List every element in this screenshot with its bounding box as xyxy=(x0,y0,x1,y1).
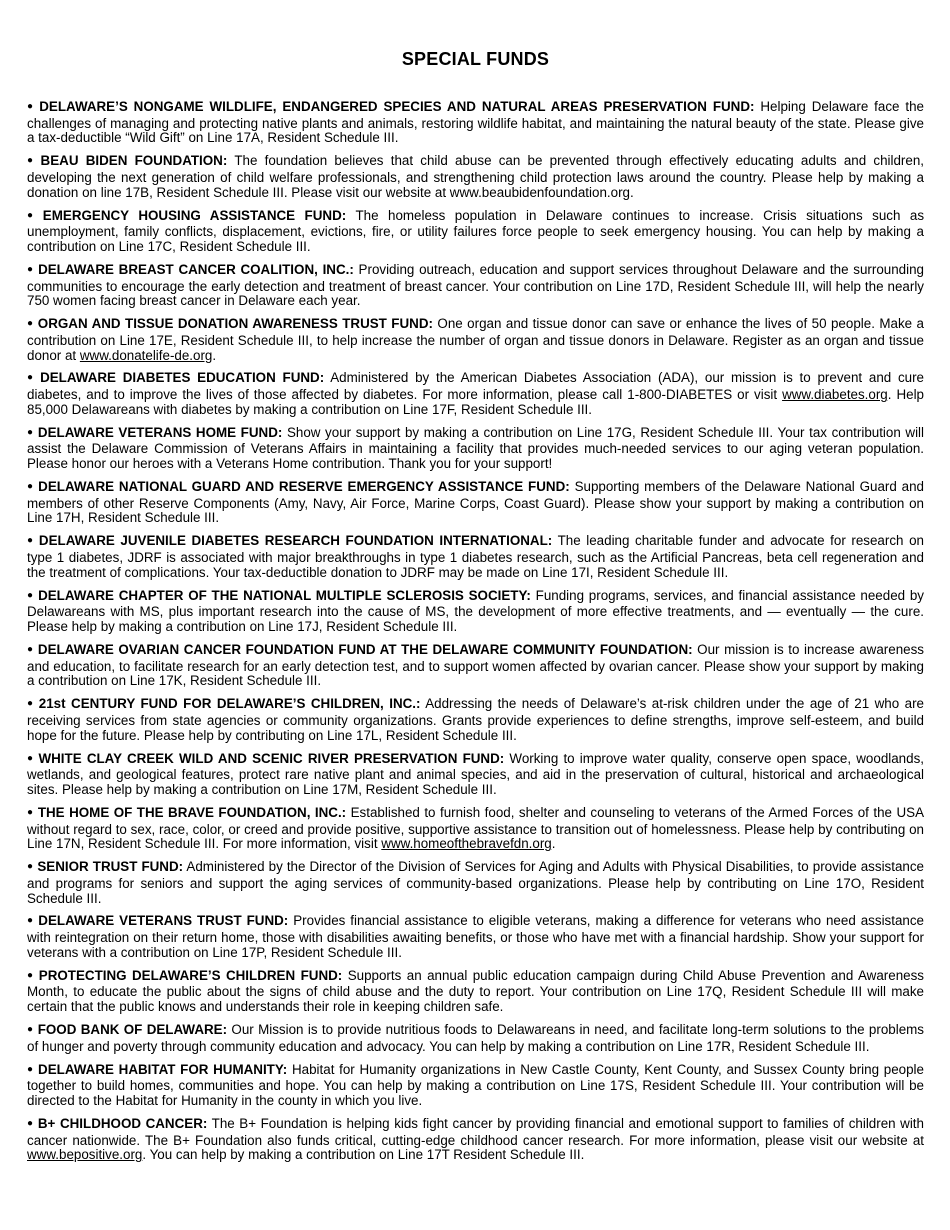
fund-name: DELAWARE’S NONGAME WILDLIFE, ENDANGERED SPECIES AND NATURAL AREAS PRESERVATION FUND: xyxy=(39,99,755,114)
bullet-icon: ● xyxy=(27,155,37,167)
fund-description: Habitat for Humanity organizations in New Castle County, Kent County, and Sussex County bring people together to build homes, communities and hope. You can help by making a contribution on Line 17S, Resident Schedule III. Your contribution will be directed to the Habitat for Humanity in the county in which you live. xyxy=(27,1061,924,1109)
fund-name: DELAWARE JUVENILE DIABETES RESEARCH FOUNDATION INTERNATIONAL: xyxy=(38,533,553,549)
fund-item xyxy=(27,317,924,363)
fund-item xyxy=(27,371,924,417)
bullet-icon: ● xyxy=(27,481,35,493)
fund-item xyxy=(27,1117,924,1163)
page-title: SPECIAL FUNDS xyxy=(401,49,550,69)
bullet-icon: ● xyxy=(27,752,35,764)
fund-item xyxy=(27,697,924,743)
fund-description: Working to improve water quality, conserve open space, woodlands, wetlands, and geological features, protect rare native plant and animal species, and aid in the preservation of cultural, historical and archaeological sites. Please help by making a contribution on Line 17M, Resident Schedule III. xyxy=(27,750,924,797)
fund-description: The B+ Foundation is helping kids fight cancer by providing financial and emotional support to families of children with cancer nationwide. The B+ Foundation also funds critical, cutting-edge childhood cancer research. For more information, please visit our website at xyxy=(27,1115,924,1148)
fund-name: EMERGENCY HOUSING ASSISTANCE FUND: xyxy=(42,207,347,223)
bullet-icon: ● xyxy=(27,1024,34,1036)
fund-name: DELAWARE NATIONAL GUARD AND RESERVE EMERGENCY ASSISTANCE FUND: xyxy=(38,479,570,495)
fund-item xyxy=(27,860,924,906)
fund-item xyxy=(27,969,924,1015)
fund-name: THE HOME OF THE BRAVE FOUNDATION, INC.: xyxy=(37,804,347,820)
fund-description: Administered by the American Diabetes Association (ADA), our mission is to prevent and cure diabetes, and to improve the lives of those affected by diabetes. For more information, please call 1-800-DIABETES or visit xyxy=(27,370,925,403)
document-page xyxy=(27,0,924,1171)
fund-description: Supports an annual public education campaign during Child Abuse Prevention and Awareness Month, to educate the public about the signs of child abuse and the duty to report. Your contribution on Line 17Q, Resident Schedule III will make certain that the public knows and understands their role in keeping children safe. xyxy=(27,967,924,1015)
bullet-icon: ● xyxy=(27,426,34,438)
fund-item xyxy=(27,100,924,146)
fund-website-link[interactable]: www.diabetes.org xyxy=(782,387,888,403)
bullet-icon: ● xyxy=(27,643,34,655)
fund-website-link[interactable]: www.homeofthebravefdn.org xyxy=(381,836,552,852)
bullet-icon: ● xyxy=(27,1063,35,1075)
fund-name: DELAWARE VETERANS HOME FUND: xyxy=(37,424,283,440)
fund-description: Funding programs, services, and financial assistance needed by Delawareans with MS, plus important research into the cause of MS, the development of more effective treatments, and — eventually — the cure. Please help by making a contribution on Line 17J, Resident Schedule III. xyxy=(27,587,924,635)
bullet-icon: ● xyxy=(27,101,36,112)
fund-name: ORGAN AND TISSUE DONATION AWARENESS TRUST FUND: xyxy=(37,316,433,332)
bullet-icon: ● xyxy=(27,209,39,221)
fund-description: Addressing the needs of Delaware’s at-risk children under the age of 21 who are receiving services from state agencies or community organizations. Grants provide experiences to define strengths, improve self-esteem, and build hope for the future. Please help by contributing on Line 17L, Resident Schedule III. xyxy=(27,696,924,743)
fund-website-link[interactable]: www.donatelife-de.org xyxy=(79,347,213,363)
fund-website-link[interactable]: www.bepositive.org xyxy=(27,1147,143,1163)
fund-description: The foundation believes that child abuse can be prevented through effectively educating adults and children, developing the next generation of child welfare professionals, and strengthening child protection laws around the country. Please help by making a donation on line 17B, Resident Schedule III. Please visit our website at www.beaubidenfoundation.org. xyxy=(27,153,924,200)
bullet-icon: ● xyxy=(27,372,37,384)
fund-description: Providing outreach, education and support services throughout Delaware and the surrounding communities to encourage the early detection and treatment of breast cancer. Your contribution on Line 17D, Resident Schedule III, will help the nearly 750 women facing breast cancer in Delaware each year. xyxy=(27,261,924,309)
fund-description: Established to furnish food, shelter and counseling to veterans of the Armed Forces of the USA without regard to sex, race, color, or creed and provide positive, supportive assistance to transition out of homelessness. Please help by contributing on Line 17N, Resident Schedule III. For more information, visit xyxy=(27,804,924,852)
fund-description: Our mission is to increase awareness and education, to facilitate research for an early detection test, and to support women affected by ovarian cancer. Please show your support by making a contribution on Line 17K, Resident Schedule III. xyxy=(27,641,924,689)
fund-item xyxy=(27,589,924,635)
fund-name: DELAWARE VETERANS TRUST FUND: xyxy=(38,913,289,929)
fund-name: FOOD BANK OF DELAWARE: xyxy=(37,1022,228,1038)
fund-name: 21st CENTURY FUND FOR DELAWARE’S CHILDREN, INC.: xyxy=(38,696,421,712)
fund-description: Our Mission is to provide nutritious foods to Delawareans in need, and facilitate long-term solutions to the problems of hunger and poverty through community education and advocacy. You can help by making a contribution on Line 17R, Resident Schedule III. xyxy=(27,1022,924,1054)
fund-item xyxy=(27,154,924,200)
bullet-icon: ● xyxy=(27,589,35,601)
fund-item xyxy=(27,480,924,526)
fund-description: Show your support by making a contribution on Line 17G, Resident Schedule III. Your tax contribution will assist the Delaware Commission of Veterans Affairs in maintaining a facility that provides much-needed services to our aging veteran population. Please honor our heroes with a Veterans Home contribution. Thank you for your support! xyxy=(27,424,924,472)
fund-item xyxy=(27,752,924,798)
fund-name: B+ CHILDHOOD CANCER: xyxy=(37,1115,208,1131)
fund-item xyxy=(27,643,924,689)
fund-name: DELAWARE DIABETES EDUCATION FUND: xyxy=(40,370,325,386)
fund-name: DELAWARE HABITAT FOR HUMANITY: xyxy=(38,1061,288,1077)
bullet-icon: ● xyxy=(27,535,35,547)
fund-description: Provides financial assistance to eligible veterans, making a difference for veterans who need assistance with reintegration on their return home, those with disabilities awaiting benefits, or those who have met with a financial hardship. Show your support for veterans with a contribution on Line 17P, Resident Schedule III. xyxy=(27,913,924,960)
fund-name: SENIOR TRUST FUND: xyxy=(37,859,184,875)
fund-description: The homeless population in Delaware continues to increase. Crisis situations such as unemployment, family conflicts, displacement, evictions, fire, or utility failures force people to seek emergency housing. You can help by making a contribution on Line 17C, Resident Schedule III. xyxy=(27,207,925,254)
fund-item xyxy=(27,1063,924,1109)
fund-item xyxy=(27,534,924,580)
fund-name: DELAWARE CHAPTER OF THE NATIONAL MULTIPLE SCLEROSIS SOCIETY: xyxy=(38,587,531,603)
fund-item xyxy=(27,914,924,960)
fund-name: BEAU BIDEN FOUNDATION: xyxy=(40,153,228,169)
bullet-icon: ● xyxy=(27,263,35,275)
fund-item xyxy=(27,1023,924,1054)
bullet-icon: ● xyxy=(27,1117,34,1129)
fund-name: PROTECTING DELAWARE’S CHILDREN FUND: xyxy=(38,967,343,983)
fund-item xyxy=(27,209,924,255)
fund-description-continued: . Help 85,000 Delawareans with diabetes by making a contribution on Line 17F, Resident Schedule III. xyxy=(27,387,924,417)
fund-name: DELAWARE OVARIAN CANCER FOUNDATION FUND AT THE DELAWARE COMMUNITY FOUNDATION: xyxy=(37,641,693,657)
fund-description: Supporting members of the Delaware National Guard and members of other Reserve Components (Amy, Navy, Air Force, Marine Corps, Coast Guard). Please show your support by making a contribution on Line 17H, Resident Schedule III. xyxy=(27,479,924,526)
fund-item xyxy=(27,263,924,309)
fund-item xyxy=(27,426,924,472)
fund-description: One organ and tissue donor can save or enhance the lives of 50 people. Make a contribution on Line 17E, Resident Schedule III, to help increase the number of organ and tissue donors in Delaware. Register as an organ and tissue donor at xyxy=(27,316,925,363)
bullet-icon: ● xyxy=(27,698,35,710)
fund-description: The leading charitable funder and advocate for research on type 1 diabetes, JDRF is associated with major breakthroughs in type 1 diabetes research, such as the Artificial Pancreas, beta cell regeneration and the treatment of complications. Your tax-deductible donation to JDRF may be made on Line 17I, Resident Schedule III. xyxy=(27,533,924,580)
fund-description-continued: . xyxy=(212,347,217,363)
fund-name: DELAWARE BREAST CANCER COALITION, INC.: xyxy=(38,261,354,277)
bullet-icon: ● xyxy=(27,861,34,873)
fund-description-continued: . xyxy=(551,836,556,852)
bullet-icon: ● xyxy=(27,915,35,927)
bullet-icon: ● xyxy=(27,969,35,981)
funds-list xyxy=(27,100,924,1163)
bullet-icon: ● xyxy=(27,806,34,818)
fund-description: Administered by the Director of the Division of Services for Aging and Adults with Physical Disabilities, to provide assistance and programs for seniors and support the aging services of community-based organizations. Please help by contributing on Line 17O, Resident Schedule III. xyxy=(27,859,924,906)
fund-name: WHITE CLAY CREEK WILD AND SCENIC RIVER PRESERVATION FUND: xyxy=(38,750,505,766)
fund-description-continued: . You can help by making a contribution on Line 17T Resident Schedule III. xyxy=(142,1147,585,1163)
bullet-icon: ● xyxy=(27,318,34,330)
fund-item xyxy=(27,806,924,852)
fund-description: Helping Delaware face the challenges of managing and protecting native plants and animals, restoring wildlife habitat, and maintaining the natural beauty of the state. Please give a tax-deductible “Wild Gift” on Line 17A, Resident Schedule III. xyxy=(27,99,924,146)
